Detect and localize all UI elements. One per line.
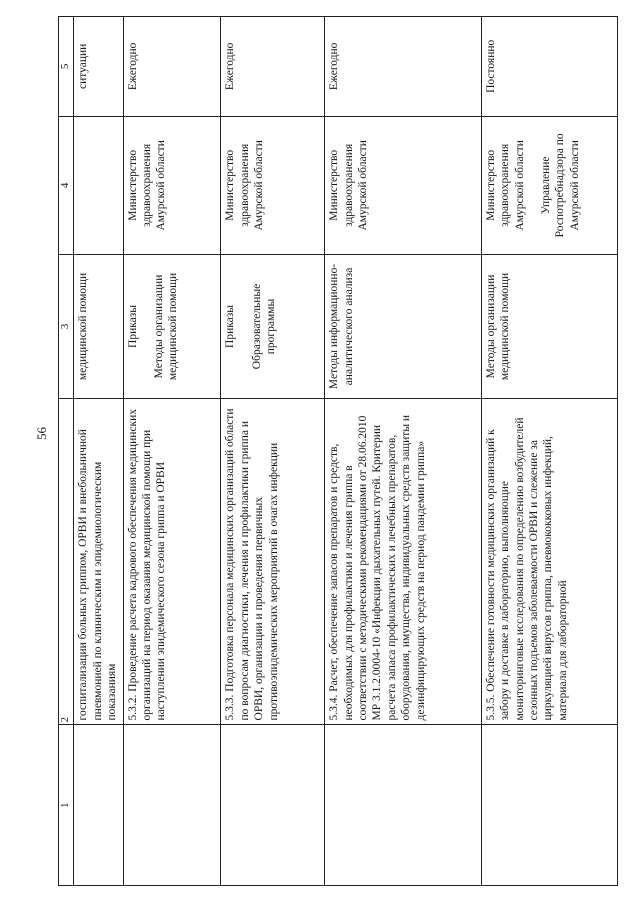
table-row (221, 17, 325, 886)
cell-description: 5.3.5. Обеспечение готовности медицинских организаций к забору и доставке в лабораторию, выполняющие мониторинговые исследования по определению возбудителей сезонных подъемов заболеваемости ОРВИ и слежение за циркуляцией вирусов гриппа, пневмококковых инфекций, материала для лабораторной (481, 398, 617, 725)
methods-line-a: Методы информационно-аналитического анализа (328, 263, 355, 390)
responsible-line-b: Управление Роспотребнадзора по Амурской области (539, 133, 581, 238)
column-header-3: 3 (59, 255, 74, 399)
cell-responsible (221, 116, 325, 254)
table-row (481, 17, 617, 886)
cell-col1 (74, 725, 123, 886)
cell-timing: Ежегодно (221, 17, 325, 117)
cell-responsible (123, 116, 221, 254)
cell-timing: Ежегодно (325, 17, 481, 117)
measures-table (58, 16, 618, 886)
column-header-2: 2 (59, 398, 74, 725)
cell-methods (221, 255, 325, 399)
cell-col1 (221, 725, 325, 886)
methods-line-a: Приказы (126, 304, 139, 348)
header-row (59, 17, 74, 886)
cell-responsible (481, 116, 617, 254)
responsible-line-a: Министерство здравоохранения Амурской области (126, 140, 168, 231)
cell-timing: Постоянно (481, 17, 617, 117)
cell-description: 5.3.2. Проведение расчета кадрового обеспечения медицинских организаций на период оказания медицинской помощи при наступлении эпидемического сезона гриппа и ОРВИ (123, 398, 221, 725)
cell-responsible (74, 116, 123, 254)
cell-col1 (325, 725, 481, 886)
cell-description: госпитализации больных гриппом, ОРВИ и внебольничной пневмонией по клиническим и эпидемиологическим показаниям (74, 398, 123, 725)
responsible-line-a: Министерство здравоохранения Амурской области (328, 140, 370, 231)
column-header-4: 4 (59, 116, 74, 254)
cell-methods (123, 255, 221, 399)
column-header-5: 5 (59, 17, 74, 117)
methods-line-b: Образовательные программы (250, 283, 278, 370)
cell-methods: медицинской помощи (74, 255, 123, 399)
cell-description: 5.3.4. Расчет, обеспечение запасов препаратов и средств, необходимых для профилактики и лечения гриппа в соответствии с методическими рекомендациями от 28.06.2010 МР 3.1.2.0004-10 «Инфекции дыхательных путей. Критерии расчета запаса профилактических и лечебных препаратов, оборудования, имущества, индивидуальных средств защиты и дезинфицирующих средств на период пандемии гриппа» (325, 398, 481, 725)
methods-line-a: Методы организации медицинской помощи (484, 272, 512, 381)
cell-description: 5.3.3. Подготовка персонала медицинских организаций области по вопросам диагностики, лечения и профилактики гриппа и ОРВИ, организации и проведения первичных противоэпидемических мероприятий в очагах инфекции (221, 398, 325, 725)
cell-timing: ситуации (74, 17, 123, 117)
cell-col1 (123, 725, 221, 886)
cell-responsible (325, 116, 481, 254)
responsible-line-a: Министерство здравоохранения Амурской области (224, 140, 266, 231)
page-number: 56 (34, 427, 49, 440)
column-header-1: 1 (59, 725, 74, 886)
cell-methods (481, 255, 617, 399)
table-row (123, 17, 221, 886)
methods-line-a: Приказы (224, 304, 237, 348)
cell-methods (325, 255, 481, 399)
table-row (325, 17, 481, 886)
rotated-page-content (58, 16, 618, 886)
cell-timing: Ежегодно (123, 17, 221, 117)
responsible-line-a: Министерство здравоохранения Амурской области (484, 140, 526, 231)
cell-col1 (481, 725, 617, 886)
table-row-continuation (74, 17, 123, 886)
methods-line-b: Методы организации медицинской помощи (152, 272, 180, 381)
